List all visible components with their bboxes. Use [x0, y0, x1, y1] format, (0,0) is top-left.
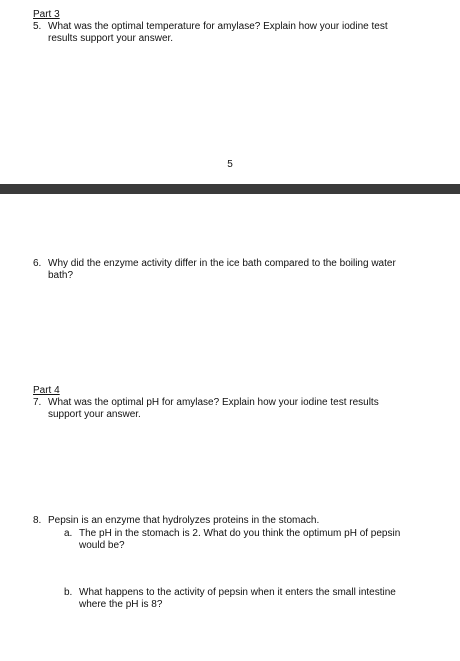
question-8b-letter: b.	[64, 587, 73, 598]
question-7-number: 7.	[33, 397, 42, 408]
question-8	[33, 515, 413, 527]
question-8a	[64, 528, 414, 552]
question-5	[33, 21, 413, 45]
page-break-divider	[0, 184, 460, 194]
part-4-heading: Part 4	[33, 385, 60, 396]
question-8a-letter: a.	[64, 528, 73, 539]
question-8-text: Pepsin is an enzyme that hydrolyzes proteins in the stomach.	[48, 515, 320, 526]
question-7-text: What was the optimal pH for amylase? Explain how your iodine test results support your answer.	[48, 397, 379, 420]
question-6	[33, 258, 413, 282]
page-number: 5	[227, 159, 233, 170]
question-8b-text: What happens to the activity of pepsin when it enters the small intestine where the pH is 8?	[79, 587, 396, 610]
question-8-number: 8.	[33, 515, 42, 526]
question-7	[33, 397, 413, 421]
document-page-5	[0, 0, 460, 184]
question-5-number: 5.	[33, 21, 42, 32]
question-5-text: What was the optimal temperature for amylase? Explain how your iodine test results support your answer.	[48, 21, 388, 44]
part-3-heading: Part 3	[33, 9, 60, 20]
question-6-text: Why did the enzyme activity differ in the ice bath compared to the boiling water bath?	[48, 258, 396, 281]
question-8a-text: The pH in the stomach is 2. What do you think the optimum pH of pepsin would be?	[79, 528, 401, 551]
question-6-number: 6.	[33, 258, 42, 269]
question-8b	[64, 587, 414, 611]
